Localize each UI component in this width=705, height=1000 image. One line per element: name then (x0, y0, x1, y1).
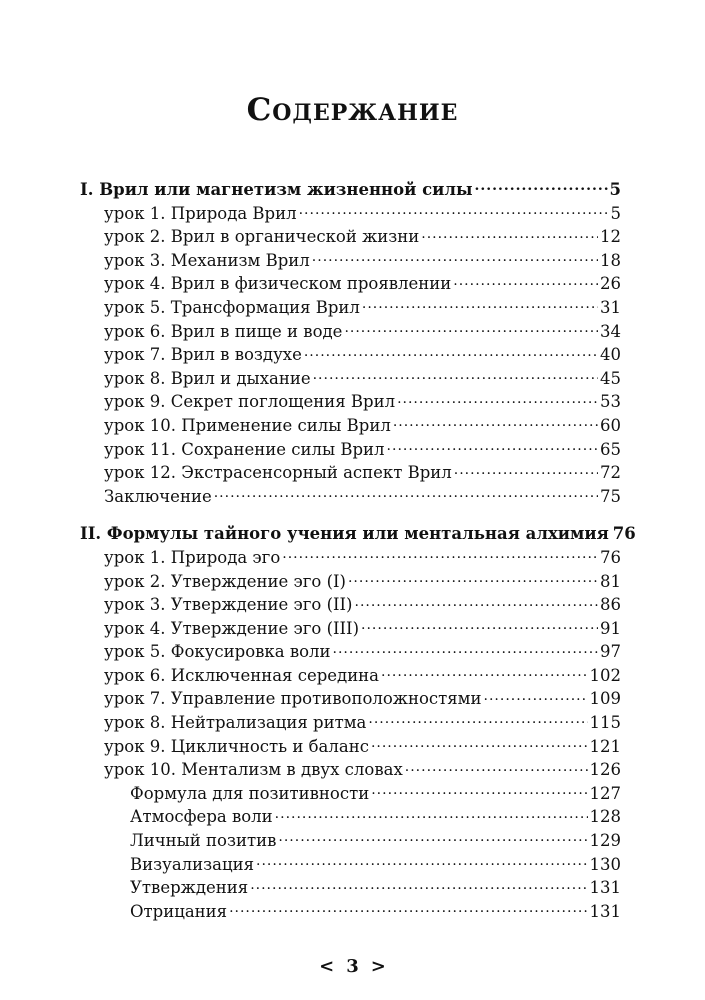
toc-entry-label: урок 9. Цикличность и баланс (104, 736, 369, 756)
toc-entry (80, 593, 621, 617)
toc-entry-label: Утверждения (130, 878, 249, 898)
dot-leader (454, 462, 598, 479)
dot-leader (475, 179, 608, 196)
toc-entry (80, 617, 621, 641)
toc-entry-page-number: 72 (600, 463, 621, 483)
dot-leader (313, 367, 598, 384)
toc-entry-page-number: 97 (600, 642, 621, 662)
toc-entry-label: урок 4. Врил в физическом проявлении (104, 274, 452, 294)
toc-entry-label: урок 4. Утверждение эго (III) (104, 618, 360, 638)
toc-entry-label: урок 7. Управление противоположностями (104, 689, 482, 709)
dot-leader (381, 664, 587, 681)
toc-entry-page-number: 26 (600, 274, 621, 294)
toc-entry-label: урок 8. Врил и дыхание (104, 368, 311, 388)
toc-entry-page-number: 115 (589, 713, 621, 733)
dot-leader (229, 900, 587, 917)
dot-leader (368, 712, 587, 729)
dot-leader (278, 830, 587, 847)
dot-leader (275, 806, 588, 823)
toc-entry (80, 805, 621, 829)
toc-entry (80, 249, 621, 273)
toc-entry-label: урок 10. Применение силы Врил (104, 415, 391, 435)
dot-leader (214, 485, 598, 502)
toc-entry-page-number: 86 (600, 595, 621, 615)
toc-entry-label: урок 10. Ментализм в двух словах (104, 760, 403, 780)
toc-entry-page-number: 45 (600, 368, 621, 388)
toc-entry-label: Заключение (104, 486, 212, 506)
dot-leader (371, 782, 587, 799)
dot-leader (361, 617, 598, 634)
toc-entry-page-number: 65 (600, 439, 621, 459)
toc-entry-page-number: 131 (589, 901, 621, 921)
dot-leader (355, 594, 599, 611)
dot-leader (405, 759, 588, 776)
toc-entry (80, 272, 621, 296)
toc-entry-label: урок 6. Врил в пище и воде (104, 321, 343, 341)
toc-entry-label: Отрицания (130, 901, 228, 921)
toc-entry-page-number: 126 (589, 760, 621, 780)
toc-entry-label: Личный позитив (130, 831, 277, 851)
dot-leader (484, 688, 588, 705)
toc-entry (80, 853, 621, 877)
toc-entry (80, 225, 621, 249)
toc-section-heading (80, 178, 621, 202)
toc-entry (80, 829, 621, 853)
toc-entry-label: урок 1. Природа эго (104, 547, 281, 567)
dot-leader (333, 641, 598, 658)
dot-leader (393, 414, 598, 431)
toc-entry-label: урок 5. Трансформация Врил (104, 297, 360, 317)
dot-leader (453, 273, 598, 290)
toc-entry (80, 640, 621, 664)
toc-entry-page-number: 12 (600, 227, 621, 247)
toc-entry-label: II. Формулы тайного учения или ментальная алхимия (80, 524, 609, 544)
toc-entry-label: урок 3. Механизм Врил (104, 250, 310, 270)
toc-entry-label: урок 2. Утверждение эго (I) (104, 571, 346, 591)
toc-section-heading (80, 522, 636, 546)
toc-entry (80, 296, 621, 320)
toc-entry-page-number: 128 (589, 807, 621, 827)
toc-entry-page-number: 81 (600, 571, 621, 591)
toc-entry (80, 367, 621, 391)
toc-entry (80, 876, 621, 900)
toc-entry-label: Формула для позитивности (130, 783, 370, 803)
toc-entry-page-number: 127 (589, 783, 621, 803)
toc-entry-page-number: 121 (589, 736, 621, 756)
toc-entry-page-number: 5 (609, 180, 621, 199)
toc-entry-page-number: 40 (600, 345, 621, 365)
dot-leader (312, 249, 598, 266)
dot-leader (256, 853, 588, 870)
toc-entry-page-number: 91 (600, 618, 621, 638)
toc-entry-page-number: 5 (610, 203, 621, 223)
dot-leader (282, 546, 598, 563)
toc-entry (80, 390, 621, 414)
toc-entry (80, 461, 621, 485)
toc-entry (80, 438, 621, 462)
page-number (0, 956, 705, 977)
toc-section (80, 178, 621, 508)
toc-entry (80, 735, 621, 759)
toc-entry-page-number: 76 (600, 547, 621, 567)
toc-entry (80, 320, 621, 344)
toc-entry-page-number: 75 (600, 486, 621, 506)
dot-leader (397, 391, 598, 408)
toc-section (80, 522, 636, 923)
toc-entry (80, 664, 621, 688)
toc-entry-page-number: 130 (589, 854, 621, 874)
toc-entry (80, 570, 621, 594)
toc-entry (80, 900, 621, 924)
toc-entry-label: урок 7. Врил в воздухе (104, 345, 302, 365)
toc-entry-label: урок 11. Сохранение силы Врил (104, 439, 385, 459)
toc-entry-label: урок 6. Исключенная середина (104, 665, 380, 685)
dot-leader (304, 344, 598, 361)
toc-entry-label: Атмосфера воли (130, 807, 273, 827)
toc-entry (80, 711, 621, 735)
toc-entry (80, 485, 621, 509)
toc-entry-page-number: 53 (600, 392, 621, 412)
dot-leader (421, 226, 598, 243)
toc-entry-label: Визуализация (130, 854, 254, 874)
dot-leader (299, 202, 609, 219)
toc-entry (80, 782, 621, 806)
toc-entry-page-number: 129 (589, 831, 621, 851)
toc-entry-page-number: 109 (589, 689, 621, 709)
toc-entry-page-number: 102 (589, 665, 621, 685)
toc-entry-page-number: 131 (589, 878, 621, 898)
toc-entry-label: I. Врил или магнетизм жизненной силы (80, 180, 473, 199)
toc-entry (80, 546, 621, 570)
toc-entry (80, 414, 621, 438)
toc-entry-page-number: 60 (600, 415, 621, 435)
toc-entry-label: урок 1. Природа Врил (104, 203, 297, 223)
dot-leader (362, 296, 598, 313)
folio-left-bracket: < (319, 956, 335, 977)
page-title: Содержание (246, 92, 459, 128)
toc-entry-label: урок 9. Секрет поглощения Врил (104, 392, 396, 412)
toc-entry-page-number: 76 (612, 524, 636, 544)
dot-leader (348, 570, 598, 587)
toc-entry-label: урок 3. Утверждение эго (II) (104, 595, 353, 615)
dot-leader (371, 735, 588, 752)
toc-entry-page-number: 34 (600, 321, 621, 341)
toc-entry-label: урок 12. Экстрасенсорный аспект Врил (104, 463, 452, 483)
toc-entry (80, 758, 621, 782)
toc-entry-page-number: 18 (600, 250, 621, 270)
toc-entry-label: урок 5. Фокусировка воли (104, 642, 331, 662)
folio-number: 3 (346, 956, 359, 977)
toc-entry-page-number: 31 (600, 297, 621, 317)
toc-entry (80, 687, 621, 711)
folio-right-bracket: > (370, 956, 386, 977)
toc-entry (80, 343, 621, 367)
toc-entry-label: урок 8. Нейтрализация ритма (104, 713, 367, 733)
dot-leader (344, 320, 598, 337)
dot-leader (250, 877, 587, 894)
table-of-contents (80, 178, 636, 923)
dot-leader (387, 438, 598, 455)
toc-entry (80, 202, 621, 226)
toc-entry-label: урок 2. Врил в органической жизни (104, 227, 420, 247)
